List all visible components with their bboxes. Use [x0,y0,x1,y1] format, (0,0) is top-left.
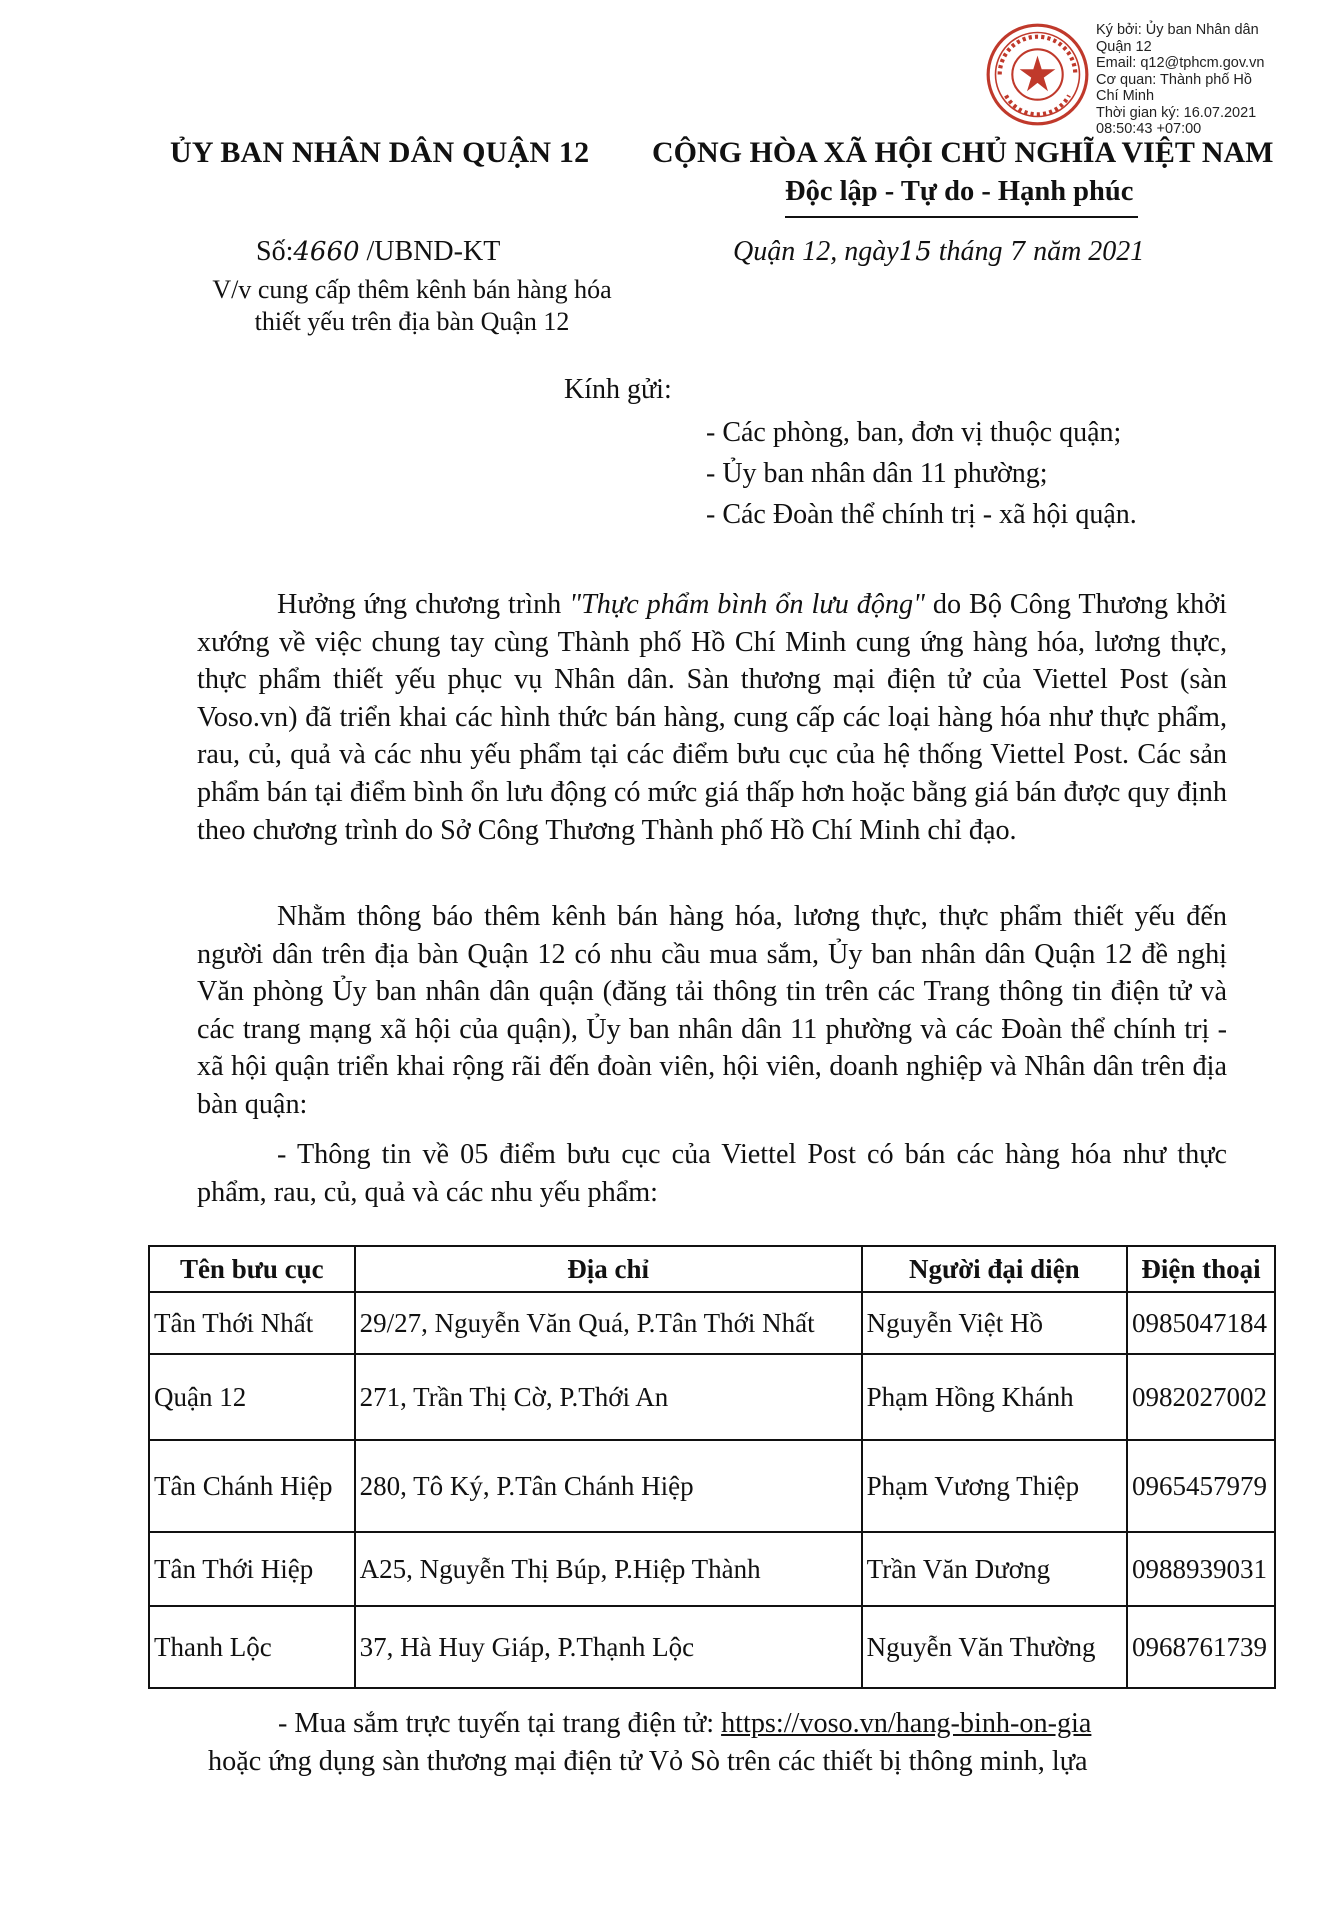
table-cell: Thanh Lộc [149,1606,355,1688]
table-cell: 0982027002 [1127,1354,1275,1440]
program-name: "Thực phẩm bình ổn lưu động" [569,589,925,620]
number-prefix: Số: [256,236,294,267]
table-cell: Tân Chánh Hiệp [149,1440,355,1532]
table-row [149,1440,1275,1532]
table-cell: Quận 12 [149,1354,355,1440]
p2-text: Nhằm thông báo thêm kênh bán hàng hóa, lương thực, thực phẩm thiết yếu đến người dân trên địa bàn Quận 12 có nhu cầu mua sắm, Ủy ban nhân dân Quận 12 đề nghị Văn phòng Ủy ban nhân dân quận (đăng tải thông tin trên các Trang thông tin điện tử và các trang mạng xã hội của quận), Ủy ban nhân dân 11 phường và các Đoàn thể chính trị - xã hội quận triển khai rộng rãi đến đoàn viên, hội viên, doanh nghiệp và Nhân dân trên địa bàn quận: [197,901,1227,1120]
addressee-greeting: Kính gửi: [564,374,672,405]
table-cell: Trần Văn Dương [862,1532,1127,1606]
national-motto: Độc lập - Tự do - Hạnh phúc [785,176,1134,207]
handwritten-number: 4660 [293,237,360,267]
online-prefix: - Mua sắm trực tuyến tại trang điện tử: [278,1708,722,1739]
online-shopping-line [278,1708,1091,1740]
column-header: Địa chỉ [355,1246,862,1292]
column-header: Tên bưu cục [149,1246,355,1292]
table-cell: Phạm Vương Thiệp [862,1440,1127,1532]
table-row [149,1292,1275,1354]
body-paragraph-3 [197,1136,1227,1211]
recipient-item: - Các Đoàn thể chính trị - xã hội quận. [706,499,1137,530]
table-cell: A25, Nguyễn Thị Búp, P.Hiệp Thành [355,1532,862,1606]
table-row [149,1532,1275,1606]
table-cell: Tân Thới Hiệp [149,1532,355,1606]
handwritten-day: 15 [898,237,932,267]
p1-text-cont: do Bộ Công Thương khởi xướng về việc chung tay cùng Thành phố Hồ Chí Minh cung ứng hàng hóa, lương thực, thực phẩm thiết yếu phục vụ Nhân dân. Sàn thương mại điện tử của Viettel Post (sàn Voso.vn) đã triển khai các hình thức bán hàng, cung cấp các loại hàng hóa như thực phẩm, rau, củ, quả và các nhu yếu phẩm tại các điểm bưu cục của hệ thống Viettel Post. Các sản phẩm bán tại điểm bình ổn lưu động có mức giá thấp hơn hoặc bằng giá bán được quy định theo chương trình do Sở Công Thương Thành phố Hồ Chí Minh chỉ đạo. [197,589,1227,846]
table-cell: 0965457979 [1127,1440,1275,1532]
year-text: năm 2021 [1026,236,1145,267]
subject-line: V/v cung cấp thêm kênh bán hàng hóa [212,275,612,304]
national-title: CỘNG HÒA XÃ HỘI CHỦ NGHĨA VIỆT NAM [652,136,1274,169]
online-shopping-line-2: hoặc ứng dụng sàn thương mại điện tử Vỏ Sò trên các thiết bị thông minh, lựa [208,1746,1088,1777]
table-cell: Phạm Hồng Khánh [862,1354,1127,1440]
document-subject [192,274,632,338]
body-paragraph-1 [197,586,1227,849]
handwritten-month: 7 [1009,237,1027,267]
table-cell: 0985047184 [1127,1292,1275,1354]
table-cell: 271, Trần Thị Cờ, P.Thới An [355,1354,862,1440]
recipient-list [706,412,1137,535]
digital-signature-block [1096,22,1321,138]
date-line [733,236,1144,268]
table-cell: Nguyễn Việt Hồ [862,1292,1127,1354]
signature-line: Chí Minh [1096,88,1155,104]
issuing-organization: ỦY BAN NHÂN DÂN QUẬN 12 [170,136,590,169]
signature-line: Quận 12 [1096,38,1152,55]
table-cell: Nguyễn Văn Thường [862,1606,1127,1688]
number-suffix: /UBND-KT [359,236,501,267]
table-cell: Tân Thới Nhất [149,1292,355,1354]
table-row [149,1606,1275,1688]
post-office-table [148,1245,1276,1689]
p1-text: Hưởng ứng chương trình [277,589,570,620]
column-header: Người đại diện [862,1246,1127,1292]
table-cell: 29/27, Nguyễn Văn Quá, P.Tân Thới Nhất [355,1292,862,1354]
table-row [149,1354,1275,1440]
table-cell: 0988939031 [1127,1532,1275,1606]
motto-underline [785,216,1138,218]
signature-line: Email: q12@tphcm.gov.vn [1096,55,1265,71]
signature-line: Ký bởi: Ủy ban Nhân dân [1096,22,1259,38]
voso-link[interactable]: https://voso.vn/hang-binh-on-gia [721,1708,1092,1739]
document-number [256,236,500,268]
recipient-item: - Các phòng, ban, đơn vị thuộc quận; [706,417,1122,448]
signature-line: Thời gian ký: 16.07.2021 [1096,104,1257,121]
p3-text: - Thông tin về 05 điểm bưu cục của Viettel Post có bán các hàng hóa như thực phẩm, rau, củ, quả và các nhu yếu phẩm: [197,1139,1227,1208]
table-cell: 280, Tô Ký, P.Tân Chánh Hiệp [355,1440,862,1532]
signature-line: 08:50:43 +07:00 [1096,121,1202,137]
table-cell: 0968761739 [1127,1606,1275,1688]
month-word: tháng [931,236,1010,267]
column-header: Điện thoại [1127,1246,1275,1292]
date-place: Quận 12, ngày [733,236,899,267]
table-header-row [149,1246,1275,1292]
recipient-item: - Ủy ban nhân dân 11 phường; [706,458,1048,489]
table-cell: 37, Hà Huy Giáp, P.Thạnh Lộc [355,1606,862,1688]
body-paragraph-2 [197,898,1227,1124]
signature-line: Cơ quan: Thành phố Hồ [1096,71,1252,88]
subject-line: thiết yếu trên địa bàn Quận 12 [254,307,570,336]
official-seal-icon [985,22,1090,127]
